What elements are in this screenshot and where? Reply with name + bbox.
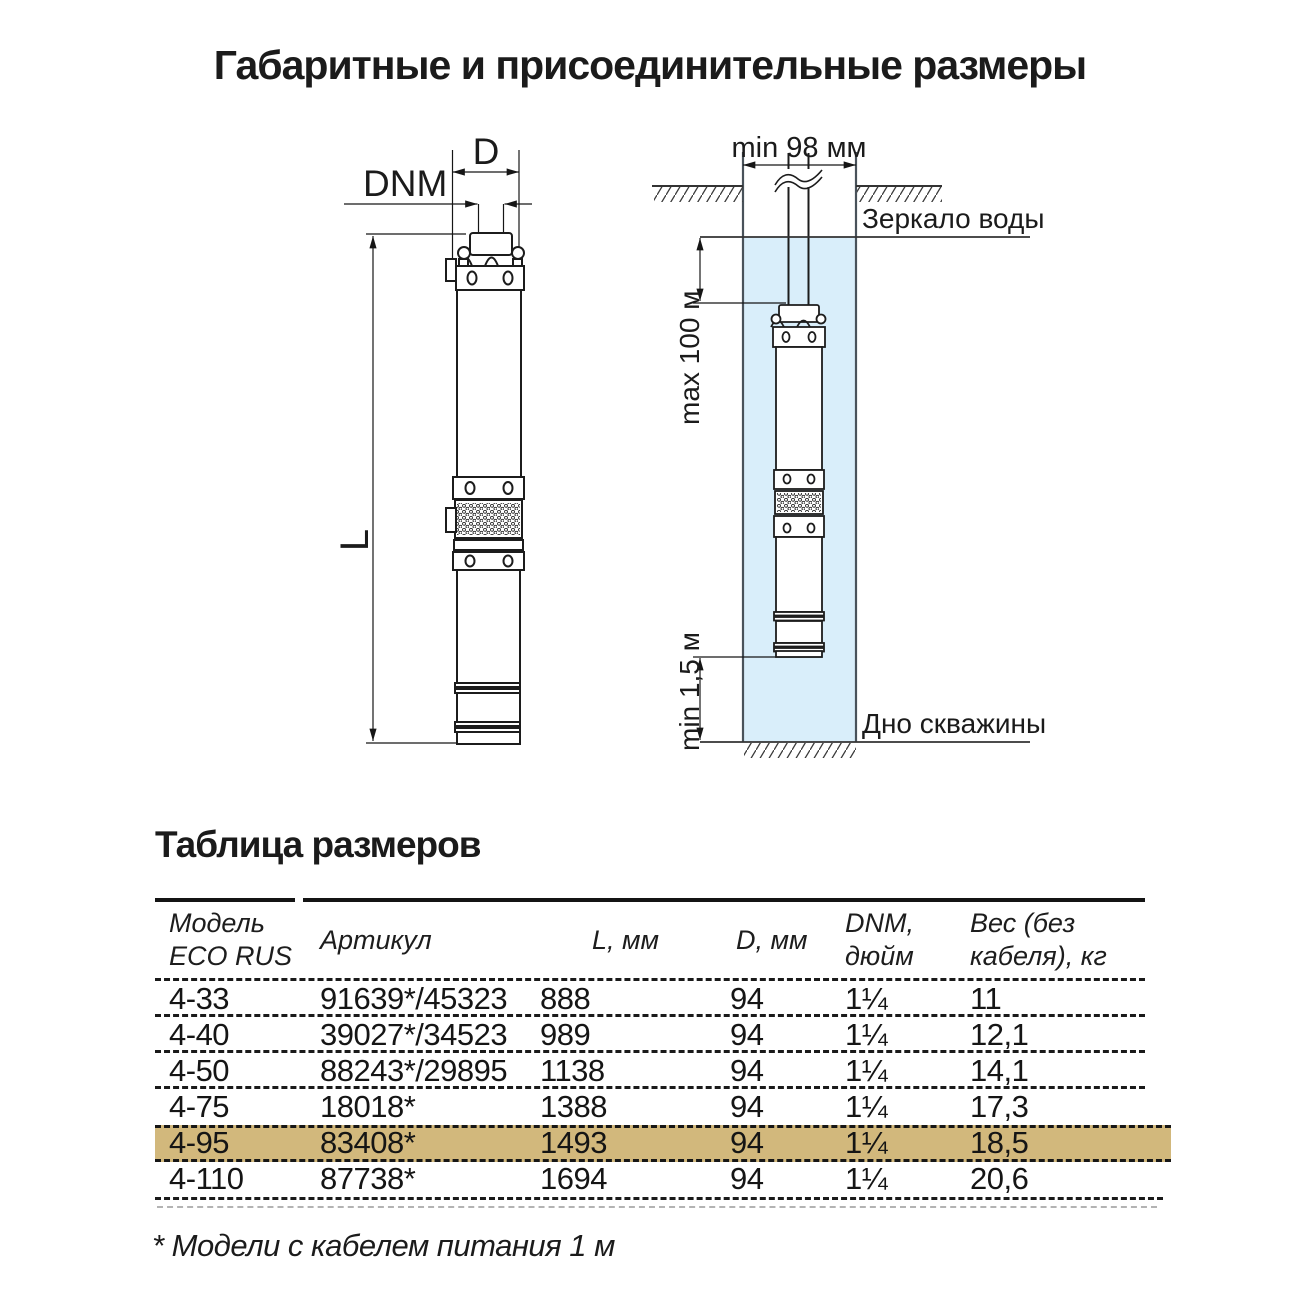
table-title: Таблица размеров [155, 824, 481, 865]
cell-length: 1138 [540, 1053, 605, 1088]
dnm-dim-label: DNM [363, 163, 448, 204]
cell-sku: 91639*/45323 [320, 981, 508, 1016]
well-bottom-hatch [744, 743, 856, 758]
well-bottom-label: Дно скважины [862, 708, 1047, 739]
submersible-pump-icon [446, 233, 524, 744]
cell-length: 1493 [540, 1125, 607, 1160]
cell-sku: 83408* [320, 1125, 416, 1160]
cell-model: 4-110 [169, 1161, 244, 1196]
cell-model: 4-50 [169, 1053, 230, 1088]
table-row [155, 1089, 1145, 1125]
cell-diameter: 94 [730, 1089, 764, 1124]
d-dim-label: D [472, 131, 500, 172]
dnm-dimension [344, 204, 532, 236]
cell-model: 4-40 [169, 1017, 230, 1052]
cell-sku: 87738* [320, 1161, 416, 1196]
l-dim-label: L [333, 528, 377, 552]
cell-weight: 20,6 [970, 1161, 1029, 1196]
dimensions-table [155, 898, 1145, 1228]
cell-model: 4-75 [169, 1089, 230, 1124]
min-diameter-label: min 98 мм [731, 132, 867, 164]
l-dimension [366, 234, 466, 743]
cell-dnm: 1¼ [845, 1125, 888, 1160]
footnote: * Модели с кабелем питания 1 м [152, 1228, 615, 1263]
table-row [155, 981, 1145, 1017]
pump-outline-drawing [333, 131, 532, 744]
cell-length: 1388 [540, 1089, 607, 1124]
cell-dnm: 1¼ [845, 1161, 888, 1196]
cell-sku: 18018* [320, 1089, 416, 1124]
cell-length: 888 [540, 981, 591, 1016]
cell-model: 4-95 [169, 1125, 230, 1160]
column-header-weight: Вес (без кабеля), кг [970, 908, 1107, 971]
min-clearance-label: min 1,5 м [674, 632, 705, 751]
table-row [155, 1017, 1145, 1053]
cell-diameter: 94 [730, 1053, 764, 1088]
column-header-diameter: D, мм [736, 924, 808, 955]
table-row [155, 1053, 1145, 1089]
cell-weight: 12,1 [970, 1017, 1029, 1052]
column-header-dnm: DNM, дюйм [845, 908, 914, 971]
cell-weight: 17,3 [970, 1089, 1029, 1124]
cell-sku: 39027*/34523 [320, 1017, 508, 1052]
cell-length: 989 [540, 1017, 591, 1052]
cell-weight: 18,5 [970, 1125, 1029, 1160]
cell-weight: 11 [970, 981, 1002, 1016]
cell-diameter: 94 [730, 1161, 764, 1196]
table-bottom-border-light [157, 1206, 1157, 1208]
cell-dnm: 1¼ [845, 1089, 888, 1124]
table-row [155, 1161, 1145, 1197]
cell-dnm: 1¼ [845, 1017, 888, 1052]
cell-length: 1694 [540, 1161, 607, 1196]
cell-dnm: 1¼ [845, 1053, 888, 1088]
column-header-length: L, мм [592, 924, 660, 955]
cell-diameter: 94 [730, 1125, 764, 1160]
cell-dnm: 1¼ [845, 981, 888, 1016]
cell-model: 4-33 [169, 981, 230, 1016]
cell-weight: 14,1 [970, 1053, 1029, 1088]
table-bottom-border [155, 1197, 1163, 1200]
max-depth-label: max 100 м [674, 290, 705, 425]
column-header-model: Модель ECO RUS [169, 908, 293, 971]
submersible-pump-in-well-icon [771, 305, 826, 657]
water-surface-label: Зеркало воды [862, 203, 1045, 234]
table-row-highlighted [155, 1125, 1145, 1161]
cell-diameter: 94 [730, 1017, 764, 1052]
column-header-sku: Артикул [320, 924, 432, 955]
cell-sku: 88243*/29895 [320, 1053, 508, 1088]
well-installation-drawing [652, 132, 1046, 758]
page-title: Габаритные и присоединительные размеры [213, 42, 1087, 88]
cell-diameter: 94 [730, 981, 764, 1016]
ground-surface [652, 186, 942, 202]
table-header-row [155, 902, 1145, 981]
